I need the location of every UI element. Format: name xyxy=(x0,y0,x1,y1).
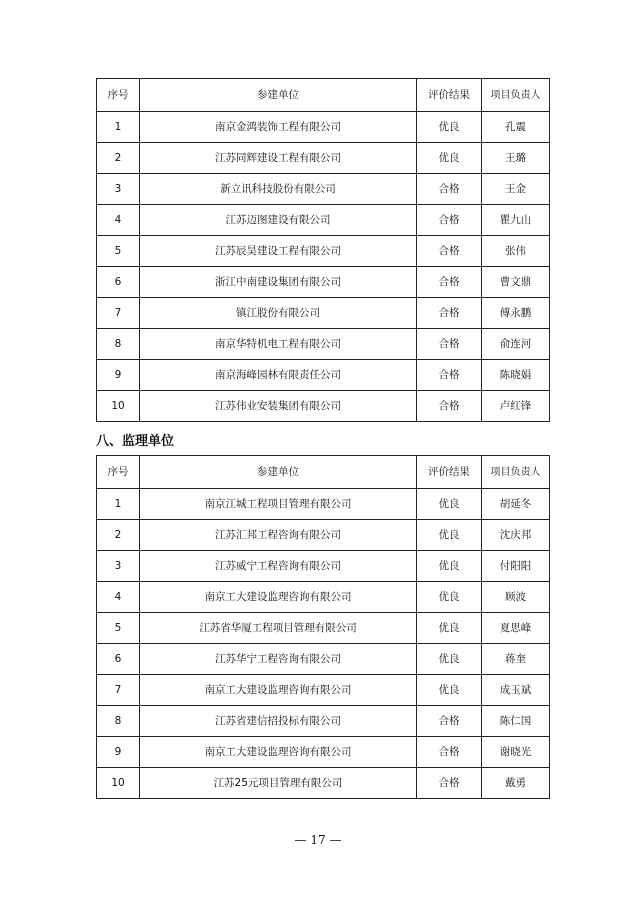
construction-units-table xyxy=(96,78,550,422)
cell-unit: 江苏威宁工程咨询有限公司 xyxy=(140,551,417,582)
cell-responsible: 陈晓娟 xyxy=(482,360,550,391)
header-unit: 参建单位 xyxy=(140,79,417,112)
cell-result: 合格 xyxy=(417,391,482,422)
cell-no: 2 xyxy=(97,143,140,174)
cell-result: 优良 xyxy=(417,112,482,143)
cell-responsible: 陈仁国 xyxy=(482,706,550,737)
cell-result: 合格 xyxy=(417,267,482,298)
table-row xyxy=(97,298,550,329)
cell-responsible: 顾波 xyxy=(482,582,550,613)
table-row xyxy=(97,112,550,143)
table-row xyxy=(97,329,550,360)
table-row xyxy=(97,391,550,422)
cell-unit: 江苏辰昊建设工程有限公司 xyxy=(140,236,417,267)
cell-no: 4 xyxy=(97,582,140,613)
cell-no: 8 xyxy=(97,329,140,360)
table-row xyxy=(97,236,550,267)
cell-result: 优良 xyxy=(417,489,482,520)
cell-unit: 南京江城工程项目管理有限公司 xyxy=(140,489,417,520)
cell-unit: 南京海峰园林有限责任公司 xyxy=(140,360,417,391)
cell-no: 4 xyxy=(97,205,140,236)
cell-no: 9 xyxy=(97,360,140,391)
table-row xyxy=(97,143,550,174)
supervision-units-table xyxy=(96,455,550,799)
cell-no: 7 xyxy=(97,675,140,706)
cell-unit: 江苏省建信招投标有限公司 xyxy=(140,706,417,737)
cell-responsible: 俞连河 xyxy=(482,329,550,360)
cell-no: 10 xyxy=(97,768,140,799)
cell-unit: 江苏伟业安装集团有限公司 xyxy=(140,391,417,422)
cell-result: 合格 xyxy=(417,706,482,737)
cell-no: 6 xyxy=(97,644,140,675)
header-result: 评价结果 xyxy=(417,79,482,112)
cell-unit: 江苏同辉建设工程有限公司 xyxy=(140,143,417,174)
cell-result: 优良 xyxy=(417,675,482,706)
cell-result: 优良 xyxy=(417,644,482,675)
cell-responsible: 蒋奎 xyxy=(482,644,550,675)
table-row xyxy=(97,267,550,298)
cell-unit: 南京工大建设监理咨询有限公司 xyxy=(140,675,417,706)
cell-responsible: 戴勇 xyxy=(482,768,550,799)
table-row xyxy=(97,768,550,799)
cell-no: 7 xyxy=(97,298,140,329)
cell-unit: 江苏华宁工程咨询有限公司 xyxy=(140,644,417,675)
cell-no: 1 xyxy=(97,112,140,143)
table-header-row xyxy=(97,456,550,489)
cell-result: 合格 xyxy=(417,737,482,768)
table-row xyxy=(97,675,550,706)
table-row xyxy=(97,582,550,613)
cell-no: 5 xyxy=(97,613,140,644)
cell-unit: 江苏省华厦工程项目管理有限公司 xyxy=(140,613,417,644)
cell-result: 合格 xyxy=(417,236,482,267)
table-row xyxy=(97,706,550,737)
table-row xyxy=(97,205,550,236)
cell-unit: 江苏汇邦工程咨询有限公司 xyxy=(140,520,417,551)
cell-result: 优良 xyxy=(417,613,482,644)
cell-result: 优良 xyxy=(417,582,482,613)
cell-result: 合格 xyxy=(417,298,482,329)
cell-unit: 新立讯科技股份有限公司 xyxy=(140,174,417,205)
cell-result: 合格 xyxy=(417,360,482,391)
cell-responsible: 胡延冬 xyxy=(482,489,550,520)
cell-unit: 江苏迈图建设有限公司 xyxy=(140,205,417,236)
cell-responsible: 傅永鹏 xyxy=(482,298,550,329)
header-result: 评价结果 xyxy=(417,456,482,489)
cell-no: 10 xyxy=(97,391,140,422)
table-row xyxy=(97,489,550,520)
cell-responsible: 瞿九山 xyxy=(482,205,550,236)
table-row xyxy=(97,613,550,644)
header-responsible: 项目负责人 xyxy=(482,79,550,112)
cell-responsible: 王金 xyxy=(482,174,550,205)
cell-no: 9 xyxy=(97,737,140,768)
table-row xyxy=(97,644,550,675)
cell-unit: 镇江股份有限公司 xyxy=(140,298,417,329)
cell-unit: 南京工大建设监理咨询有限公司 xyxy=(140,582,417,613)
cell-unit: 浙江中南建设集团有限公司 xyxy=(140,267,417,298)
header-unit: 参建单位 xyxy=(140,456,417,489)
cell-responsible: 夏思峰 xyxy=(482,613,550,644)
table-row xyxy=(97,360,550,391)
cell-responsible: 卢红锋 xyxy=(482,391,550,422)
table-row xyxy=(97,551,550,582)
cell-unit: 南京金鸿装饰工程有限公司 xyxy=(140,112,417,143)
cell-result: 优良 xyxy=(417,520,482,551)
cell-result: 合格 xyxy=(417,329,482,360)
page-number: — 17 — xyxy=(294,833,342,847)
cell-responsible: 谢晓光 xyxy=(482,737,550,768)
cell-no: 1 xyxy=(97,489,140,520)
table-row xyxy=(97,520,550,551)
cell-unit: 江苏25元项目管理有限公司 xyxy=(140,768,417,799)
cell-responsible: 曹文鼎 xyxy=(482,267,550,298)
cell-no: 3 xyxy=(97,551,140,582)
cell-responsible: 付阳阳 xyxy=(482,551,550,582)
cell-responsible: 张伟 xyxy=(482,236,550,267)
cell-result: 优良 xyxy=(417,143,482,174)
cell-responsible: 沈庆邦 xyxy=(482,520,550,551)
header-responsible: 项目负责人 xyxy=(482,456,550,489)
header-no: 序号 xyxy=(97,79,140,112)
cell-responsible: 王璐 xyxy=(482,143,550,174)
cell-unit: 南京工大建设监理咨询有限公司 xyxy=(140,737,417,768)
cell-no: 2 xyxy=(97,520,140,551)
cell-no: 3 xyxy=(97,174,140,205)
cell-unit: 南京华特机电工程有限公司 xyxy=(140,329,417,360)
cell-responsible: 孔震 xyxy=(482,112,550,143)
cell-no: 8 xyxy=(97,706,140,737)
cell-responsible: 成玉斌 xyxy=(482,675,550,706)
header-no: 序号 xyxy=(97,456,140,489)
cell-result: 合格 xyxy=(417,205,482,236)
table-header-row xyxy=(97,79,550,112)
section-heading-supervision: 八、监理单位 xyxy=(96,434,175,449)
cell-result: 优良 xyxy=(417,551,482,582)
cell-no: 5 xyxy=(97,236,140,267)
table-row xyxy=(97,174,550,205)
cell-result: 合格 xyxy=(417,174,482,205)
table-row xyxy=(97,737,550,768)
cell-result: 合格 xyxy=(417,768,482,799)
cell-no: 6 xyxy=(97,267,140,298)
